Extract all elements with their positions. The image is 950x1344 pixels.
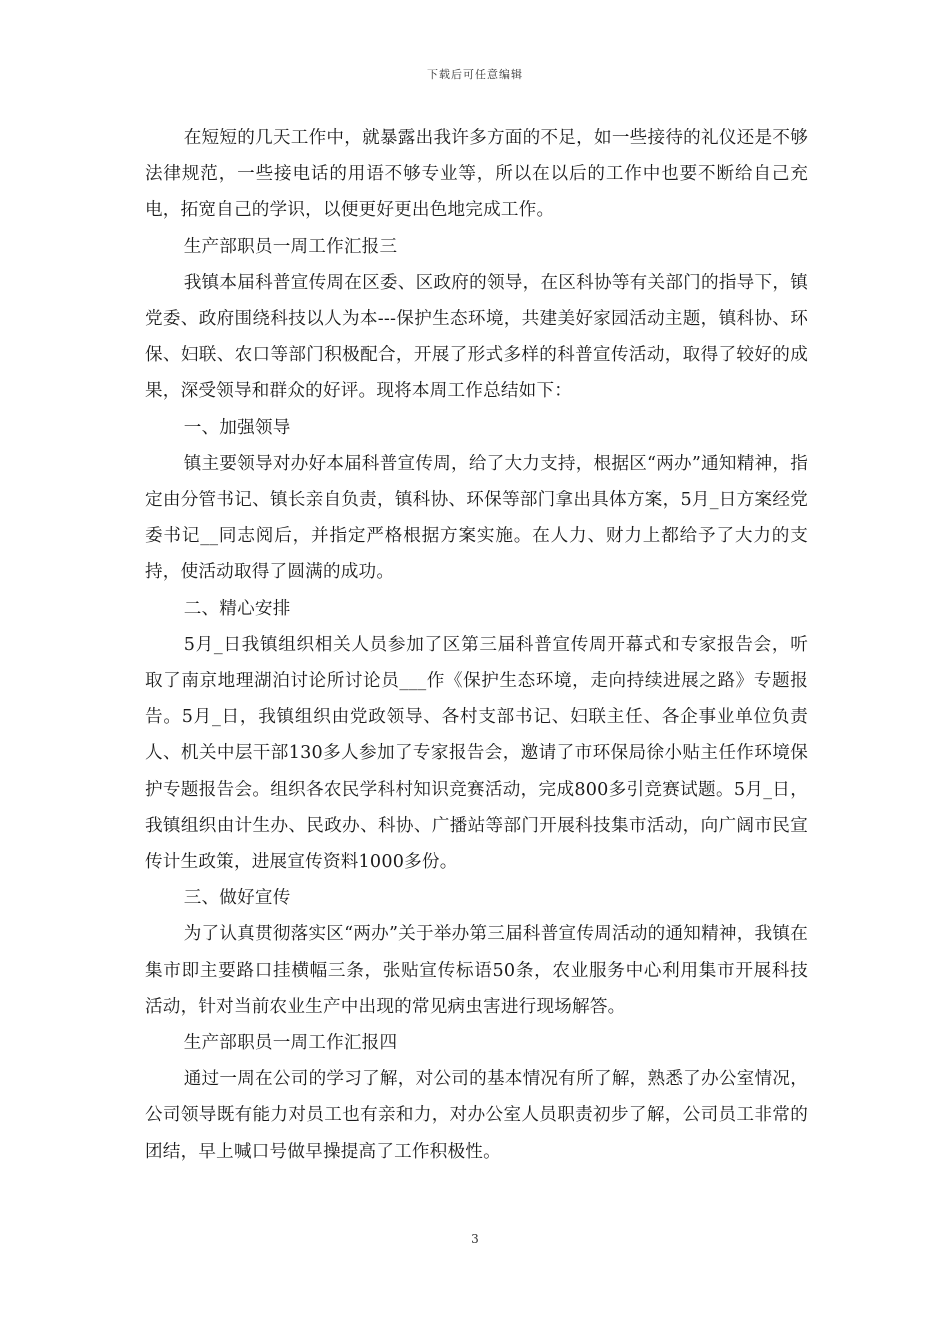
paragraph: 镇主要领导对办好本届科普宣传周，给了大力支持，根据区“两办”通知精神，指定由分管书记、镇长亲自负责，镇科协、环保等部门拿出具体方案，5月_日方案经党委书记__同志阅后，并指定严格根据方案实施。在人力、财力上都给予了大力的支持，使活动取得了圆满的成功。 bbox=[145, 453, 808, 583]
section-heading: 生产部职员一周工作汇报四 bbox=[183, 1033, 398, 1054]
page-header: 下载后可任意编辑 bbox=[427, 68, 523, 81]
section-heading: 生产部职员一周工作汇报三 bbox=[183, 236, 398, 257]
paragraph: 我镇本届科普宣传周在区委、区政府的领导，在区科协等有关部门的指导下，镇党委、政府围绕科技以人为本---保护生态环境，共建美好家园活动主题，镇科协、环保、妇联、农口等部门积极配合，开展了形式多样的科普宣传活动，取得了较好的成果，深受领导和群众的好评。现将本周工作总结如下： bbox=[145, 272, 808, 402]
page-number: 3 bbox=[471, 1232, 479, 1246]
paragraph: 通过一周在公司的学习了解，对公司的基本情况有所了解，熟悉了办公室情况，公司领导既有能力对员工也有亲和力，对办公室人员职责初步了解，公司员工非常的团结，早上喊口号做早操提高了工作积极性。 bbox=[145, 1069, 808, 1162]
paragraph: 为了认真贯彻落实区“两办”关于举办第三届科普宣传周活动的通知精神，我镇在集市即主要路口挂横幅三条，张贴宣传标语50条，农业服务中心利用集市开展科技活动，针对当前农业生产中出现的常见病虫害进行现场解答。 bbox=[145, 924, 808, 1017]
paragraph: 在短短的几天工作中，就暴露出我许多方面的不足，如一些接待的礼仪还是不够法律规范，一些接电话的用语不够专业等，所以在以后的工作中也要不断给自己充电，拓宽自己的学识，以便更好更出色地完成工作。 bbox=[145, 128, 808, 221]
paragraph: 5月_日我镇组织相关人员参加了区第三届科普宣传周开幕式和专家报告会，听取了南京地理湖泊讨论所讨论员___作《保护生态环境，走向持续进展之路》专题报告。5月_日，我镇组织由党政领导、各村支部书记、妇联主任、各企事业单位负责人、机关中层干部130多人参加了专家报告会，邀请了市环保局徐小贴主任作环境保护专题报告会。组织各农民学科村知识竞赛活动，完成800多引竞赛试题。5月_日，我镇组织由计生办、民政办、科协、广播站等部门开展科技集市活动，向广阔市民宣传计生政策，进展宣传资料1000多份。 bbox=[145, 634, 808, 873]
section-heading: 一、加强领导 bbox=[183, 417, 291, 438]
section-heading: 三、做好宣传 bbox=[183, 888, 291, 909]
document-body bbox=[145, 120, 808, 1170]
section-heading: 二、精心安排 bbox=[183, 598, 291, 619]
